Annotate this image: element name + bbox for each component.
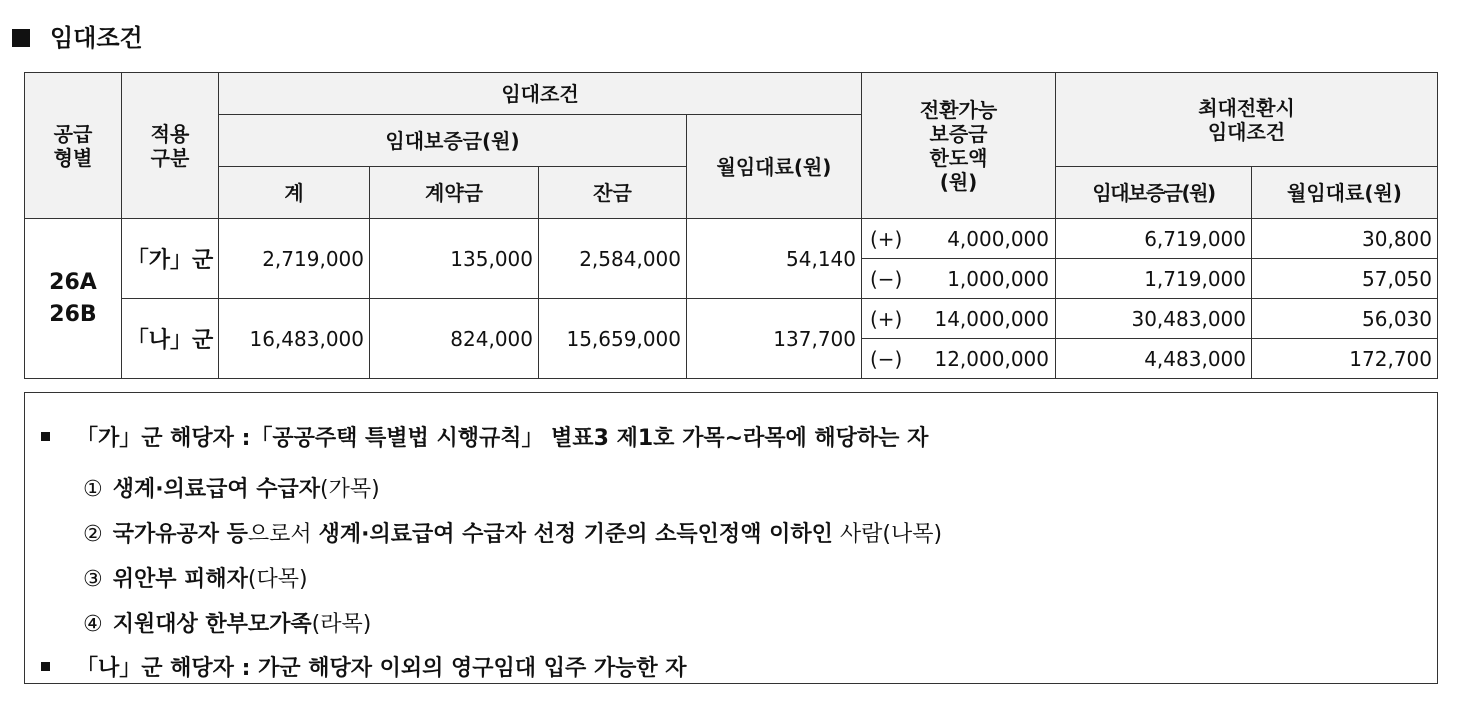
- conversion-limit-value: 12,000,000: [934, 346, 1049, 371]
- note-item-mid: 으로서: [247, 522, 319, 547]
- square-bullet-icon: [12, 29, 30, 47]
- header-balance: 잔금: [539, 167, 687, 219]
- rent-conditions-table: [24, 72, 1438, 379]
- header-max-conversion: 최대전환시 임대조건: [1056, 73, 1438, 167]
- conversion-limit: [862, 219, 1056, 259]
- note-na-title: [41, 651, 687, 682]
- note-item-rest: (라목): [311, 612, 372, 637]
- header-rent-conditions: 임대조건: [219, 73, 862, 115]
- note-item-4: [83, 607, 371, 638]
- note-item-rest: (다목): [247, 567, 308, 592]
- conversion-sign: (+): [870, 306, 903, 331]
- header-convertible-limit: 전환가능 보증금 한도액 (원): [862, 73, 1056, 219]
- monthly-rent: 54,140: [687, 219, 862, 299]
- conversion-limit-value: 4,000,000: [947, 226, 1049, 251]
- note-item-bold: 생계·의료급여 수급자 선정 기준의 소득인정액 이하인: [318, 522, 833, 547]
- circled-number: ②: [83, 522, 103, 547]
- max-monthly: 30,800: [1252, 219, 1438, 259]
- supply-type-cell: 26A 26B: [25, 219, 122, 379]
- balance: 15,659,000: [539, 299, 687, 379]
- deposit-total: 2,719,000: [219, 219, 370, 299]
- max-deposit: 4,483,000: [1056, 339, 1252, 379]
- eligibility-notes-box: [24, 392, 1438, 684]
- section-title-text: 임대조건: [50, 24, 143, 52]
- section-title: [12, 18, 143, 53]
- note-ga-title-text: 「가」군 해당자 :「공공주택 특별법 시행규칙」 별표3 제1호 가목~라목에 해당하는 자: [76, 426, 929, 451]
- note-item-bold: 국가유공자 등: [112, 522, 248, 547]
- max-monthly: 57,050: [1252, 259, 1438, 299]
- table-row: [25, 299, 1438, 339]
- contract-fee: 824,000: [370, 299, 539, 379]
- deposit-total: 16,483,000: [219, 299, 370, 379]
- note-ga-title: [41, 421, 928, 452]
- max-deposit: 30,483,000: [1056, 299, 1252, 339]
- header-total: 계: [219, 167, 370, 219]
- max-monthly: 56,030: [1252, 299, 1438, 339]
- conversion-limit: [862, 299, 1056, 339]
- conversion-sign: (−): [870, 346, 903, 371]
- header-max-deposit: 임대보증금(원): [1056, 167, 1252, 219]
- max-deposit: 6,719,000: [1056, 219, 1252, 259]
- balance: 2,584,000: [539, 219, 687, 299]
- conversion-limit: [862, 339, 1056, 379]
- group-label: 「나」군: [122, 299, 219, 379]
- note-item-rest: (가목): [320, 477, 380, 502]
- note-item-bold: 지원대상 한부모가족: [112, 612, 312, 637]
- square-bullet-icon: [41, 432, 50, 441]
- circled-number: ④: [83, 612, 103, 637]
- max-monthly: 172,700: [1252, 339, 1438, 379]
- conversion-limit-value: 1,000,000: [947, 266, 1049, 291]
- header-contract-fee: 계약금: [370, 167, 539, 219]
- conversion-limit: [862, 259, 1056, 299]
- table-row: [25, 219, 1438, 259]
- note-item-1: [83, 472, 380, 503]
- note-item-3: [83, 562, 308, 593]
- note-item-bold: 위안부 피해자: [112, 567, 248, 592]
- group-label: 「가」군: [122, 219, 219, 299]
- circled-number: ①: [83, 477, 103, 502]
- header-apply-group: 적용 구분: [122, 73, 219, 219]
- circled-number: ③: [83, 567, 103, 592]
- note-item-bold: 생계·의료급여 수급자: [112, 477, 321, 502]
- square-bullet-icon: [41, 662, 50, 671]
- header-supply-type: 공급 형별: [25, 73, 122, 219]
- monthly-rent: 137,700: [687, 299, 862, 379]
- header-monthly-rent: 월임대료(원): [687, 115, 862, 219]
- max-deposit: 1,719,000: [1056, 259, 1252, 299]
- header-max-monthly: 월임대료(원): [1252, 167, 1438, 219]
- contract-fee: 135,000: [370, 219, 539, 299]
- note-item-rest: 사람(나목): [832, 522, 943, 547]
- header-deposit: 임대보증금(원): [219, 115, 687, 167]
- conversion-limit-value: 14,000,000: [934, 306, 1049, 331]
- conversion-sign: (+): [870, 226, 903, 251]
- note-na-title-text: 「나」군 해당자 : 가군 해당자 이외의 영구임대 입주 가능한 자: [76, 656, 687, 681]
- conversion-sign: (−): [870, 266, 903, 291]
- note-item-2: [83, 517, 942, 548]
